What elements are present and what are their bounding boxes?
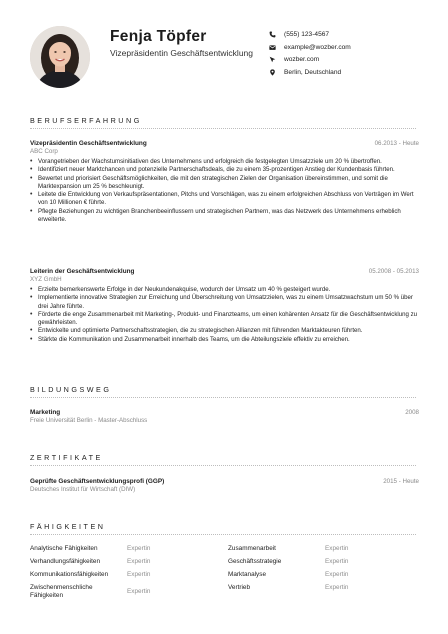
skill-item	[228, 545, 418, 558]
education-degree: Marketing	[30, 409, 61, 416]
list-item: • Leitete die Entwicklung von Verkaufspräsentationen, Pitchs und Vorschlägen, was zu einem erfolgreichen Abschluss von Verträgen im Wert von 10 Millionen € führte.	[30, 191, 419, 208]
skill-level: Expertin	[325, 545, 349, 552]
contact-phone-text: (555) 123-4567	[284, 30, 330, 38]
experience-title: Vizepräsidentin Geschäftsentwicklung	[30, 140, 147, 147]
skills-column-left	[30, 545, 220, 604]
resume-header	[30, 26, 420, 90]
section-divider	[30, 128, 416, 129]
skill-item	[228, 558, 418, 571]
list-item: • Implementierte innovative Strategien zur Erreichung und Überschreitung von Umsatzzielen, was zu einem Umsatzwachstum um 50 % über drei Jahre führte.	[30, 294, 419, 311]
section-divider	[30, 465, 416, 466]
education-date: 2008	[405, 409, 419, 416]
link-icon	[268, 55, 277, 64]
skill-level: Expertin	[127, 545, 151, 552]
contact-list	[268, 28, 428, 80]
phone-icon	[268, 30, 277, 39]
skill-name: Analytische Fähigkeiten	[30, 545, 98, 552]
skill-name: Marktanalyse	[228, 571, 267, 578]
skill-item	[30, 584, 220, 604]
skill-name: Verhandlungsfähigkeiten	[30, 558, 100, 565]
candidate-job-title: Vizepräsidentin Geschäftsentwicklung	[110, 48, 254, 58]
skill-level: Expertin	[127, 558, 151, 565]
contact-website-text[interactable]: wozber.com	[284, 56, 320, 64]
section-title-education: BILDUNGSWEG	[30, 385, 112, 394]
profile-photo-image	[30, 26, 90, 88]
list-item: • Förderte die enge Zusammenarbeit mit Marketing-, Produkt- und Finanzteams, um einen kohärenten Ansatz für die Geschäftsentwicklung zu gewährleisten.	[30, 311, 419, 328]
skill-item	[228, 584, 418, 597]
location-pin-icon	[268, 68, 277, 77]
education-school: Freie Universität Berlin - Master-Abschluss	[30, 417, 148, 424]
list-item: • Stärkte die Kommunikation und Zusammenarbeit innerhalb des Teams, um die Abteilungsziele effektiv zu erreichen.	[30, 336, 419, 344]
skill-name: Vertrieb	[228, 584, 251, 591]
candidate-name: Fenja Töpfer	[110, 28, 207, 45]
skill-level: Expertin	[127, 588, 151, 595]
certificate-issuer: Deutsches Institut für Wirtschaft (DIW)	[30, 486, 136, 493]
contact-phone	[268, 28, 428, 40]
skill-level: Expertin	[325, 584, 349, 591]
skill-level: Expertin	[325, 558, 349, 565]
skill-name: Zusammenarbeit	[228, 545, 276, 552]
experience-bullets	[30, 286, 419, 344]
contact-email-text[interactable]: example@wozber.com	[284, 43, 351, 51]
section-title-skills: FÄHIGKEITEN	[30, 522, 106, 531]
skill-name: Geschäftsstrategie	[228, 558, 282, 565]
experience-date: 06.2013 - Heute	[374, 140, 419, 147]
list-item: • Bewertet und priorisiert Geschäftsmöglichkeiten, die mit den strategischen Zielen der Organisation übereinstimmen, und somit die Marktexpansion um 25 % beschleunigt.	[30, 175, 419, 192]
skill-level: Expertin	[325, 571, 349, 578]
contact-website[interactable]	[268, 54, 428, 66]
list-item: • Vorangetrieben der Wachstumsinitiativen des Unternehmens und erfolgreich die festgelegten Umsatzziele um 20 % übertroffen.	[30, 158, 419, 166]
mail-icon	[268, 43, 277, 52]
contact-email[interactable]	[268, 41, 428, 53]
skill-item	[228, 571, 418, 584]
skill-name: Zwischenmenschliche Fähigkeiten	[30, 584, 93, 600]
section-divider	[30, 534, 416, 535]
certificate-date: 2015 - Heute	[383, 478, 419, 485]
profile-photo	[30, 26, 90, 88]
list-item: • Pflegte Beziehungen zu wichtigen Branchenbeeinflussern und strategischen Partnern, was das Netzwerk des Unternehmens erheblich erweiterte.	[30, 208, 419, 225]
experience-company: XYZ GmbH	[30, 276, 62, 283]
experience-bullets	[30, 158, 419, 224]
section-title-experience: BERUFSERFAHRUNG	[30, 116, 142, 125]
contact-location-text: Berlin, Deutschland	[284, 69, 342, 77]
experience-company: ABC Corp	[30, 148, 58, 155]
certificate-name: Geprüfte Geschäftsentwicklungsprofi (GGP)	[30, 478, 165, 485]
skill-name: Kommunikationsfähigkeiten	[30, 571, 109, 578]
contact-location	[268, 67, 428, 79]
skill-level: Expertin	[127, 571, 151, 578]
skill-item	[30, 558, 220, 571]
skill-item	[30, 571, 220, 584]
experience-date: 05.2008 - 05.2013	[368, 268, 419, 275]
list-item: • Entwickelte und optimierte Partnerschaftsstrategien, die zu strategischen Allianzen mit führenden Marktakteuren führten.	[30, 327, 419, 335]
experience-title: Leiterin der Geschäftsentwicklung	[30, 268, 135, 275]
list-item: • Identifiziert neuer Marktchancen und potenzielle Partnerschaftsdeals, die zu einem 35-prozentigen Anstieg der Kundenbasis führten.	[30, 166, 419, 174]
skills-column-right	[228, 545, 418, 597]
section-divider	[30, 397, 416, 398]
list-item: • Erzielte bemerkenswerte Erfolge in der Neukundenakquise, wodurch der Umsatz um 40 % gesteigert wurde.	[30, 286, 419, 294]
section-title-certificates: ZERTIFIKATE	[30, 453, 103, 462]
skill-item	[30, 545, 220, 558]
